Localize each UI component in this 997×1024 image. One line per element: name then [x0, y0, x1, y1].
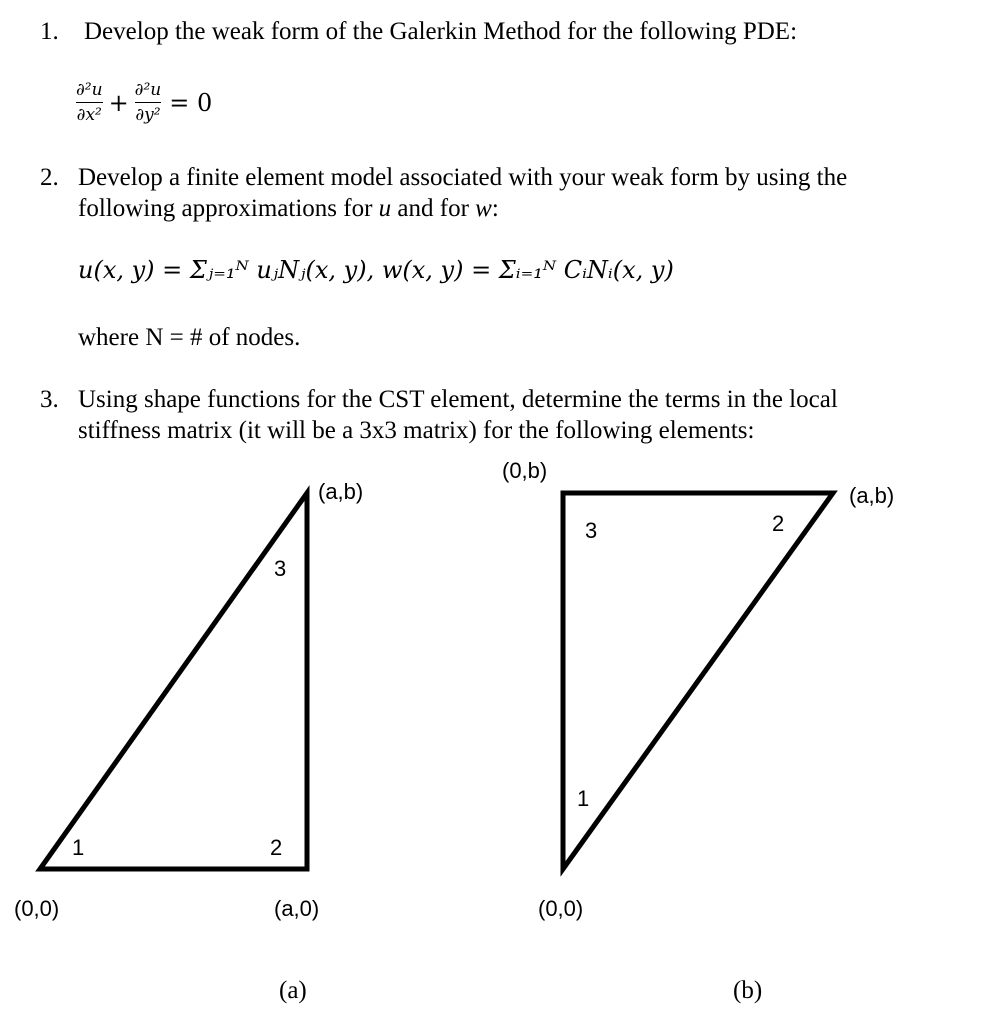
pde-term-y: $\frac{\text{∂²u}}{\text{∂y²}}$ — [134, 80, 162, 125]
fig-a-node-2: 2 — [270, 835, 283, 860]
fig-b-caption: (b) — [733, 977, 763, 1004]
fig-b-origin-label: (0,0) — [538, 896, 584, 921]
q2-line1: Develop a finite element model associated with your weak form by using the — [78, 164, 848, 191]
fig-a-node-3: 3 — [274, 556, 287, 581]
q3-line2: stiffness matrix (it will be a 3x3 matrix) for the following elements: — [78, 417, 755, 444]
triangle-b — [563, 493, 833, 869]
fig-b-node-3: 3 — [585, 518, 598, 543]
fig-a-origin-label: (0,0) — [14, 896, 60, 921]
pde-term-x: $\frac{\text{∂²u}}{\text{∂x²}}$ — [76, 80, 103, 125]
q2-line2: following approximations for u and for w: — [78, 195, 499, 222]
fig-a-caption: (a) — [279, 977, 307, 1004]
q1-number: 1. — [40, 18, 59, 45]
fig-b-0b-label: (0,b) — [502, 458, 548, 483]
q2-number: 2. — [40, 164, 59, 191]
fig-a-ab-label: (a,b) — [318, 479, 364, 504]
q3-number: 3. — [40, 386, 59, 413]
pde-rhs: = 0 — [169, 88, 213, 117]
fig-b-node-2: 2 — [772, 511, 785, 536]
q3-line1: Using shape functions for the CST element, determine the terms in the local — [78, 386, 838, 413]
fig-b-node-1: 1 — [577, 786, 590, 811]
approximation-equation: u(x, y) = Σⱼ₌₁ᴺ uⱼNⱼ(x, y), w(x, y) = Σᵢ₌₁ᴺ CᵢNᵢ(x, y) — [78, 256, 674, 284]
pde-plus: + — [108, 88, 129, 117]
q2-where: where N = # of nodes. — [78, 324, 301, 351]
triangle-a — [40, 493, 307, 869]
fig-b-ab-label: (a,b) — [849, 483, 895, 508]
q1-text: Develop the weak form of the Galerkin Method for the following PDE: — [84, 18, 798, 45]
fig-a-node-1: 1 — [72, 835, 85, 860]
fig-a-a0-label: (a,0) — [274, 896, 320, 921]
